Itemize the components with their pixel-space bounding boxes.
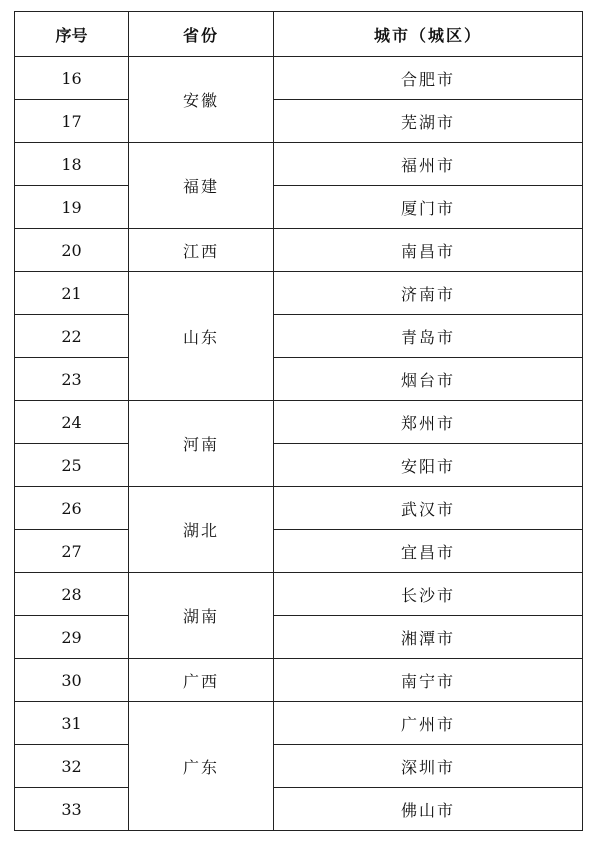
city-table [14, 11, 583, 831]
row-number: 22 [15, 315, 129, 358]
city-cell: 深圳市 [274, 745, 583, 788]
city-cell: 济南市 [274, 272, 583, 315]
table-row [15, 100, 583, 143]
province-cell: 河南 [129, 401, 274, 487]
row-number: 24 [15, 401, 129, 444]
city-cell: 烟台市 [274, 358, 583, 401]
city-cell: 武汉市 [274, 487, 583, 530]
row-number: 33 [15, 788, 129, 831]
table-row [15, 186, 583, 229]
row-number: 29 [15, 616, 129, 659]
table-row [15, 573, 583, 616]
table-row [15, 401, 583, 444]
city-cell: 安阳市 [274, 444, 583, 487]
header-city: 城市（城区） [274, 12, 583, 57]
row-number: 23 [15, 358, 129, 401]
province-cell: 安徽 [129, 57, 274, 143]
table-row [15, 229, 583, 272]
row-number: 17 [15, 100, 129, 143]
province-cell: 湖南 [129, 573, 274, 659]
header-row [15, 12, 583, 57]
row-number: 28 [15, 573, 129, 616]
header-no: 序号 [15, 12, 129, 57]
city-cell: 湘潭市 [274, 616, 583, 659]
city-cell: 厦门市 [274, 186, 583, 229]
province-cell: 湖北 [129, 487, 274, 573]
row-number: 31 [15, 702, 129, 745]
table-row [15, 702, 583, 745]
table-row [15, 616, 583, 659]
table-row [15, 57, 583, 100]
header-province: 省份 [129, 12, 274, 57]
table-row [15, 487, 583, 530]
city-cell: 长沙市 [274, 573, 583, 616]
row-number: 25 [15, 444, 129, 487]
province-cell: 山东 [129, 272, 274, 401]
city-cell: 青岛市 [274, 315, 583, 358]
row-number: 26 [15, 487, 129, 530]
row-number: 18 [15, 143, 129, 186]
row-number: 32 [15, 745, 129, 788]
row-number: 19 [15, 186, 129, 229]
table-row [15, 659, 583, 702]
city-cell: 合肥市 [274, 57, 583, 100]
city-cell: 南宁市 [274, 659, 583, 702]
city-cell: 郑州市 [274, 401, 583, 444]
table-row [15, 272, 583, 315]
table-row [15, 143, 583, 186]
row-number: 27 [15, 530, 129, 573]
city-cell: 芜湖市 [274, 100, 583, 143]
row-number: 20 [15, 229, 129, 272]
city-cell: 南昌市 [274, 229, 583, 272]
city-cell: 佛山市 [274, 788, 583, 831]
row-number: 30 [15, 659, 129, 702]
province-cell: 广东 [129, 702, 274, 831]
table-row [15, 745, 583, 788]
table-row [15, 444, 583, 487]
table-row [15, 788, 583, 831]
row-number: 21 [15, 272, 129, 315]
table-body [15, 57, 583, 831]
city-cell: 广州市 [274, 702, 583, 745]
table-row [15, 530, 583, 573]
table-row [15, 315, 583, 358]
city-cell: 福州市 [274, 143, 583, 186]
city-cell: 宜昌市 [274, 530, 583, 573]
province-cell: 江西 [129, 229, 274, 272]
row-number: 16 [15, 57, 129, 100]
province-cell: 广西 [129, 659, 274, 702]
table-row [15, 358, 583, 401]
province-cell: 福建 [129, 143, 274, 229]
